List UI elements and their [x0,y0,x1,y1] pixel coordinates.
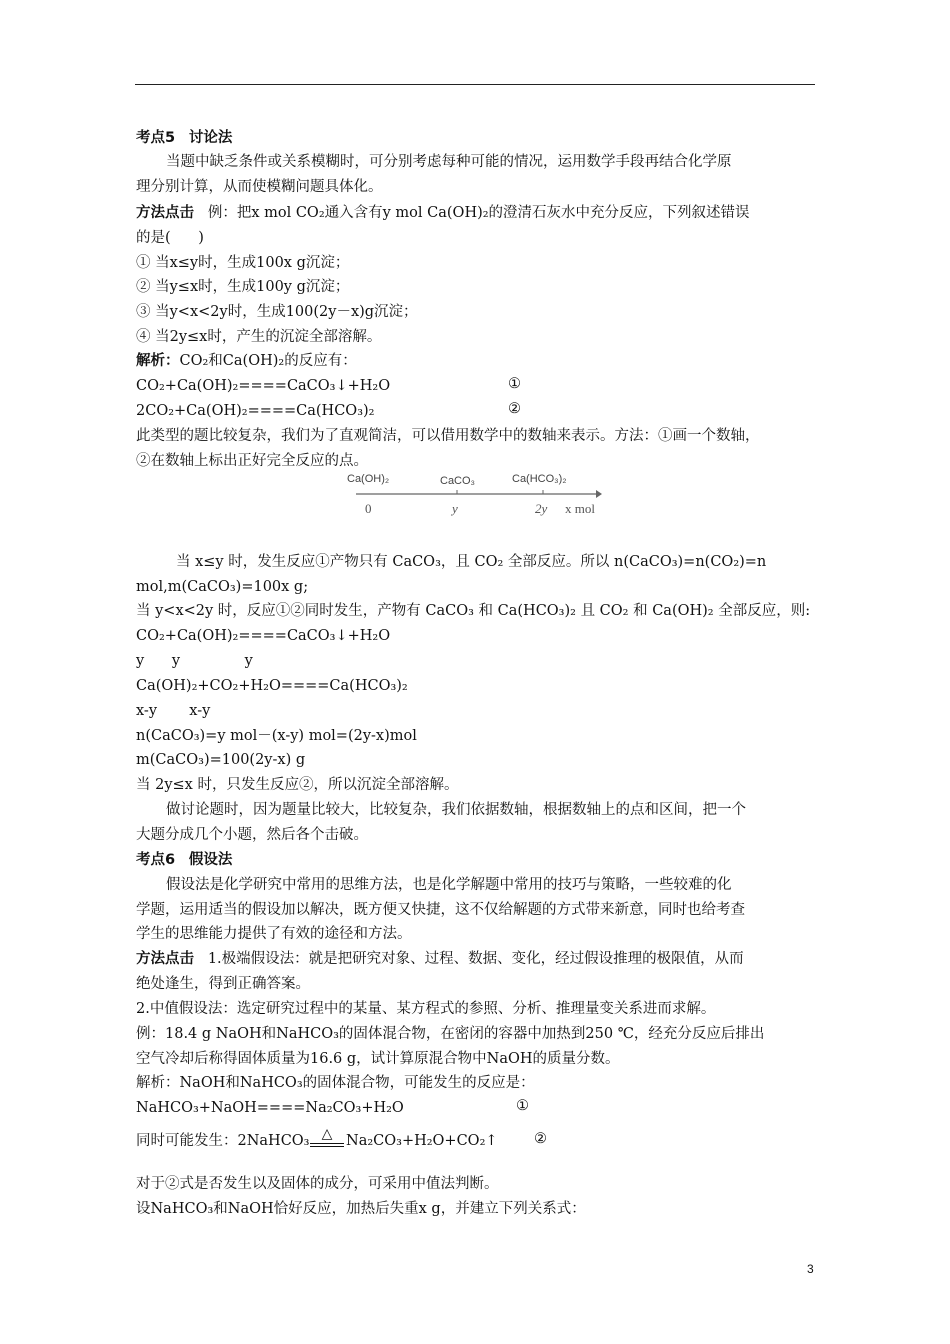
axis-label-cahco32: Ca(HCO₃)₂ [512,473,567,485]
axis-label-caoh2: Ca(OH)₂ [347,473,390,485]
option-2: ② 当y≤x时，生成100y g沉淀； [136,279,350,295]
paragraph: 绝处逢生，得到正确答案。 [136,976,310,992]
paragraph: 理分别计算，从而使模糊问题具体化。 [136,179,383,195]
equation-number: ② [508,401,521,417]
paragraph: 当 x≤y 时，发生反应①产物只有 CaCO₃，且 CO₂ 全部反应。所以 n(CaCO₃)=n(CO₂)=n [176,554,767,570]
equation-ratio: x-y x-y [136,703,211,719]
equation-2: 2CO₂+Ca(OH)₂====Ca(HCO₃)₂ [136,403,375,419]
paragraph: 例：18.4 g NaOH和NaHCO₃的固体混合物，在密闭的容器中加热到250 ℃，经充分反应后排出 [136,1026,765,1042]
heading-5: 考点5 讨论法 [136,130,233,146]
axis-label-caco3: CaCO₃ [440,475,476,487]
paragraph: 大题分成几个小题，然后各个击破。 [136,827,368,843]
equation: m(CaCO₃)=100(2y-x) g [136,752,306,768]
paragraph: 解析：NaOH和NaHCO₃的固体混合物，可能发生的反应是： [136,1075,535,1091]
option-3: ③ 当y<x<2y时，生成100(2y－x)g沉淀； [136,304,418,320]
header-rule [135,84,815,85]
axis-label-xmol: x mol [565,501,595,516]
paragraph: 做讨论题时，因为题量比较大，比较复杂，我们依据数轴，根据数轴上的点和区间，把一个 [166,802,746,818]
axis-label-2y: 2y [535,501,548,516]
equation: n(CaCO₃)=y mol－(x-y) mol=(2y-x)mol [136,728,417,744]
paragraph: 当 y<x<2y 时，反应①②同时发生，产物有 CaCO₃ 和 Ca(HCO₃)₂ 且 CO₂ 和 Ca(OH)₂ 全部反应，则: [136,603,811,619]
equation-number: ① [516,1098,529,1114]
option-4: ④ 当2y≤x时，产生的沉淀全部溶解。 [136,329,382,345]
paragraph: mol,m(CaCO₃)=100x g; [136,579,309,595]
paragraph: 空气冷却后称得固体质量为16.6 g，试计算原混合物中NaOH的质量分数。 [136,1051,620,1067]
method-line: 方法点击 例：把x mol CO₂通入含有y mol Ca(OH)₂的澄清石灰水中充分反应，下列叙述错误 [136,205,750,221]
paragraph: 2.中值假设法：选定研究过程中的某量、某方程式的参照、分析、推理量变关系进而求解。 [136,1001,716,1017]
equation: Ca(OH)₂+CO₂+H₂O====Ca(HCO₃)₂ [136,678,408,694]
paragraph: 学题，运用适当的假设加以解决，既方便又快捷，这不仅给解题的方式带来新意，同时也给考查 [136,902,745,918]
axis-label-0: 0 [365,501,372,516]
equals-bar [310,1143,344,1147]
paragraph: 此类型的题比较复杂，我们为了直观简洁，可以借用数学中的数轴来表示。方法：①画一个数轴， [136,428,760,444]
equation-1: CO₂+Ca(OH)₂====CaCO₃↓+H₂O [136,378,391,394]
method-line: 方法点击 1.极端假设法：就是把研究对象、过程、数据、变化，经过假设推理的极限值，从而 [136,951,744,967]
axis-arrow-icon [596,490,602,498]
heading-6: 考点6 假设法 [136,852,233,868]
page-number: 3 [807,1262,814,1276]
heat-icon: △ [321,1126,333,1142]
heat-condition [310,1126,344,1147]
axis-label-y: y [452,501,458,516]
equation: CO₂+Ca(OH)₂====CaCO₃↓+H₂O [136,628,391,644]
paragraph: 设NaHCO₃和NaOH恰好反应，加热后失重x g，并建立下列关系式： [136,1201,586,1217]
equation-3: NaHCO₃+NaOH====Na₂CO₃+H₂O [136,1100,404,1116]
paragraph: 对于②式是否发生以及固体的成分，可采用中值法判断。 [136,1176,499,1192]
equation-4-suffix: Na₂CO₃+H₂O+CO₂↑ [346,1133,498,1149]
equation-4-prefix: 同时可能发生：2NaHCO₃ [136,1133,310,1149]
paragraph: ②在数轴上标出正好完全反应的点。 [136,453,368,469]
equation-number: ① [508,376,521,392]
paragraph: 的是( ) [136,230,204,246]
equation-number: ② [534,1131,547,1147]
analysis-line: 解析：CO₂和Ca(OH)₂的反应有： [136,353,357,369]
paragraph: 当题中缺乏条件或关系模糊时，可分别考虑每种可能的情况，运用数学手段再结合化学原 [166,154,732,170]
paragraph: 假设法是化学研究中常用的思维方法，也是化学解题中常用的技巧与策略，一些较难的化 [166,877,732,893]
number-axis-diagram [340,466,610,522]
paragraph: 学生的思维能力提供了有效的途径和方法。 [136,926,412,942]
option-1: ① 当x≤y时，生成100x g沉淀； [136,255,350,271]
paragraph: 当 2y≤x 时，只发生反应②，所以沉淀全部溶解。 [136,777,459,793]
equation-ratio: y y y [136,653,253,669]
